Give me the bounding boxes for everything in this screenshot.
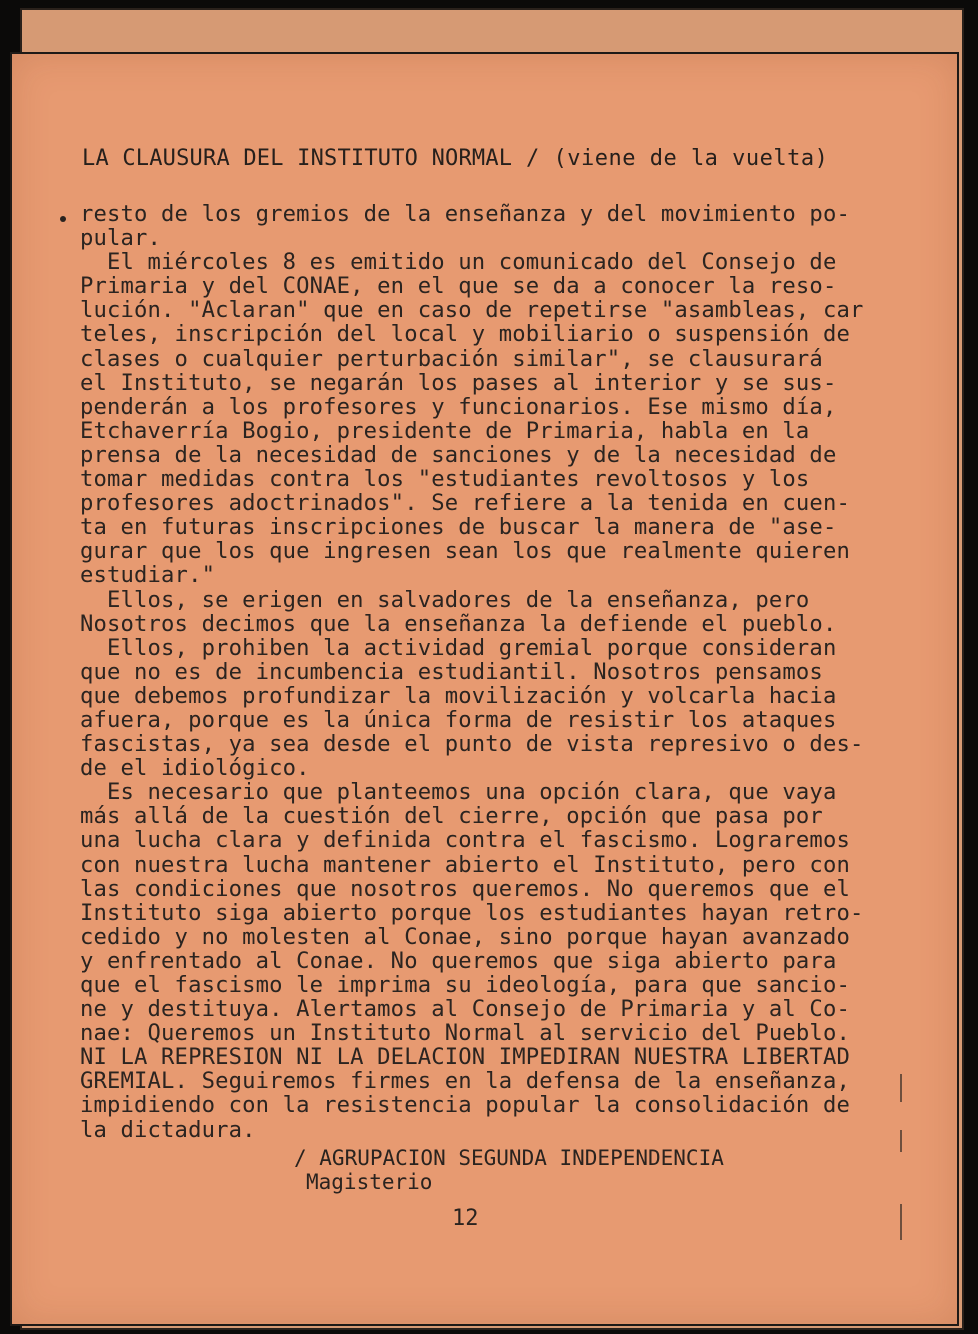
text-line: fascistas, ya sea desde el punto de vista represivo o des- xyxy=(80,731,864,758)
page-header xyxy=(82,146,828,171)
text-line: Instituto siga abierto porque los estudiantes hayan retro- xyxy=(80,899,864,926)
text-line: pular. xyxy=(80,225,162,252)
text-line: penderán a los profesores y funcionarios. Ese mismo día, xyxy=(80,393,837,420)
text-line: que debemos profundizar la movilización y volcarla hacia xyxy=(80,682,837,709)
text-line: clases o cualquier perturbación similar", se clausurará xyxy=(80,345,823,372)
body-text xyxy=(80,202,910,1142)
text-line: que el fascismo le imprima su ideología, para que sancio- xyxy=(80,972,850,998)
document-title: LA CLAUSURA DEL INSTITUTO NORMAL xyxy=(82,146,513,171)
text-line: Nosotros decimos que la enseñanza la defiende el pueblo. xyxy=(80,610,837,637)
text-line: teles, inscripción del local y mobiliario o suspensión de xyxy=(80,321,850,348)
text-line: prensa de la necesidad de sanciones y de la necesidad de xyxy=(80,441,837,468)
text-line: Etchaverría Bogio, presidente de Primaria, habla en la xyxy=(80,417,810,444)
bullet-mark xyxy=(60,216,66,222)
text-line: de el idiológico. xyxy=(80,755,310,782)
text-line: estudiar." xyxy=(80,562,216,589)
text-line: resto de los gremios de la enseñanza y del movimiento po- xyxy=(80,201,850,227)
text-line: El miércoles 8 es emitido un comunicado del Consejo de xyxy=(80,249,837,276)
text-line: cedido y no molesten al Conae, sino porque hayan avanzado xyxy=(80,923,850,950)
signature-line: / AGRUPACION SEGUNDA INDEPENDENCIA xyxy=(294,1146,724,1170)
text-line: nae: Queremos un Instituto Normal al servicio del Pueblo. xyxy=(80,1020,850,1047)
text-line: la dictadura. xyxy=(80,1116,256,1143)
text-line: las condiciones que nosotros queremos. No queremos que el xyxy=(80,875,850,902)
typewritten-page xyxy=(10,52,959,1326)
text-line: Ellos, se erigen en salvadores de la enseñanza, pero xyxy=(80,586,810,613)
text-line: impidiendo con la resistencia popular la consolidación de xyxy=(80,1092,850,1119)
signature-subtitle: Magisterio xyxy=(306,1170,433,1194)
header-note: / (viene de la vuelta) xyxy=(526,146,829,171)
margin-mark xyxy=(900,1130,902,1152)
margin-mark xyxy=(900,1074,902,1102)
text-line: GREMIAL. Seguiremos firmes en la defensa de la enseñanza, xyxy=(80,1068,850,1095)
signature-block xyxy=(294,1146,724,1194)
text-line: el Instituto, se negarán los pases al interior y se sus- xyxy=(80,369,837,396)
text-line: profesores adoctrinados". Se refiere a la tenida en cuen- xyxy=(80,490,850,517)
text-line: que no es de incumbencia estudiantil. Nosotros pensamos xyxy=(80,658,823,685)
text-line: gurar que los que ingresen sean los que realmente quieren xyxy=(80,538,850,565)
text-line: afuera, porque es la única forma de resistir los ataques xyxy=(80,706,837,733)
text-line: Primaria y del CONAE, en el que se da a conocer la reso- xyxy=(80,273,837,300)
text-line: con nuestra lucha mantener abierto el Instituto, pero con xyxy=(80,851,850,878)
margin-mark xyxy=(900,1204,902,1240)
text-line: Ellos, prohiben la actividad gremial porque consideran xyxy=(80,634,837,661)
text-line: ne y destituya. Alertamos al Consejo de Primaria y al Co- xyxy=(80,996,850,1023)
text-line: Es necesario que planteemos una opción clara, que vaya xyxy=(80,779,837,806)
text-line: NI LA REPRESION NI LA DELACION IMPEDIRAN NUESTRA LIBERTAD xyxy=(80,1044,850,1071)
text-line: ta en futuras inscripciones de buscar la manera de "ase- xyxy=(80,514,837,541)
text-line: lución. "Aclaran" que en caso de repetirse "asambleas, car xyxy=(80,297,864,324)
page-number: 12 xyxy=(452,1206,479,1231)
text-line: más allá de la cuestión del cierre, opción que pasa por xyxy=(80,803,823,830)
text-line: y enfrentado al Conae. No queremos que siga abierto para xyxy=(80,947,837,974)
text-line: tomar medidas contra los "estudiantes revoltosos y los xyxy=(80,466,810,493)
text-line: una lucha clara y definida contra el fascismo. Lograremos xyxy=(80,827,850,854)
